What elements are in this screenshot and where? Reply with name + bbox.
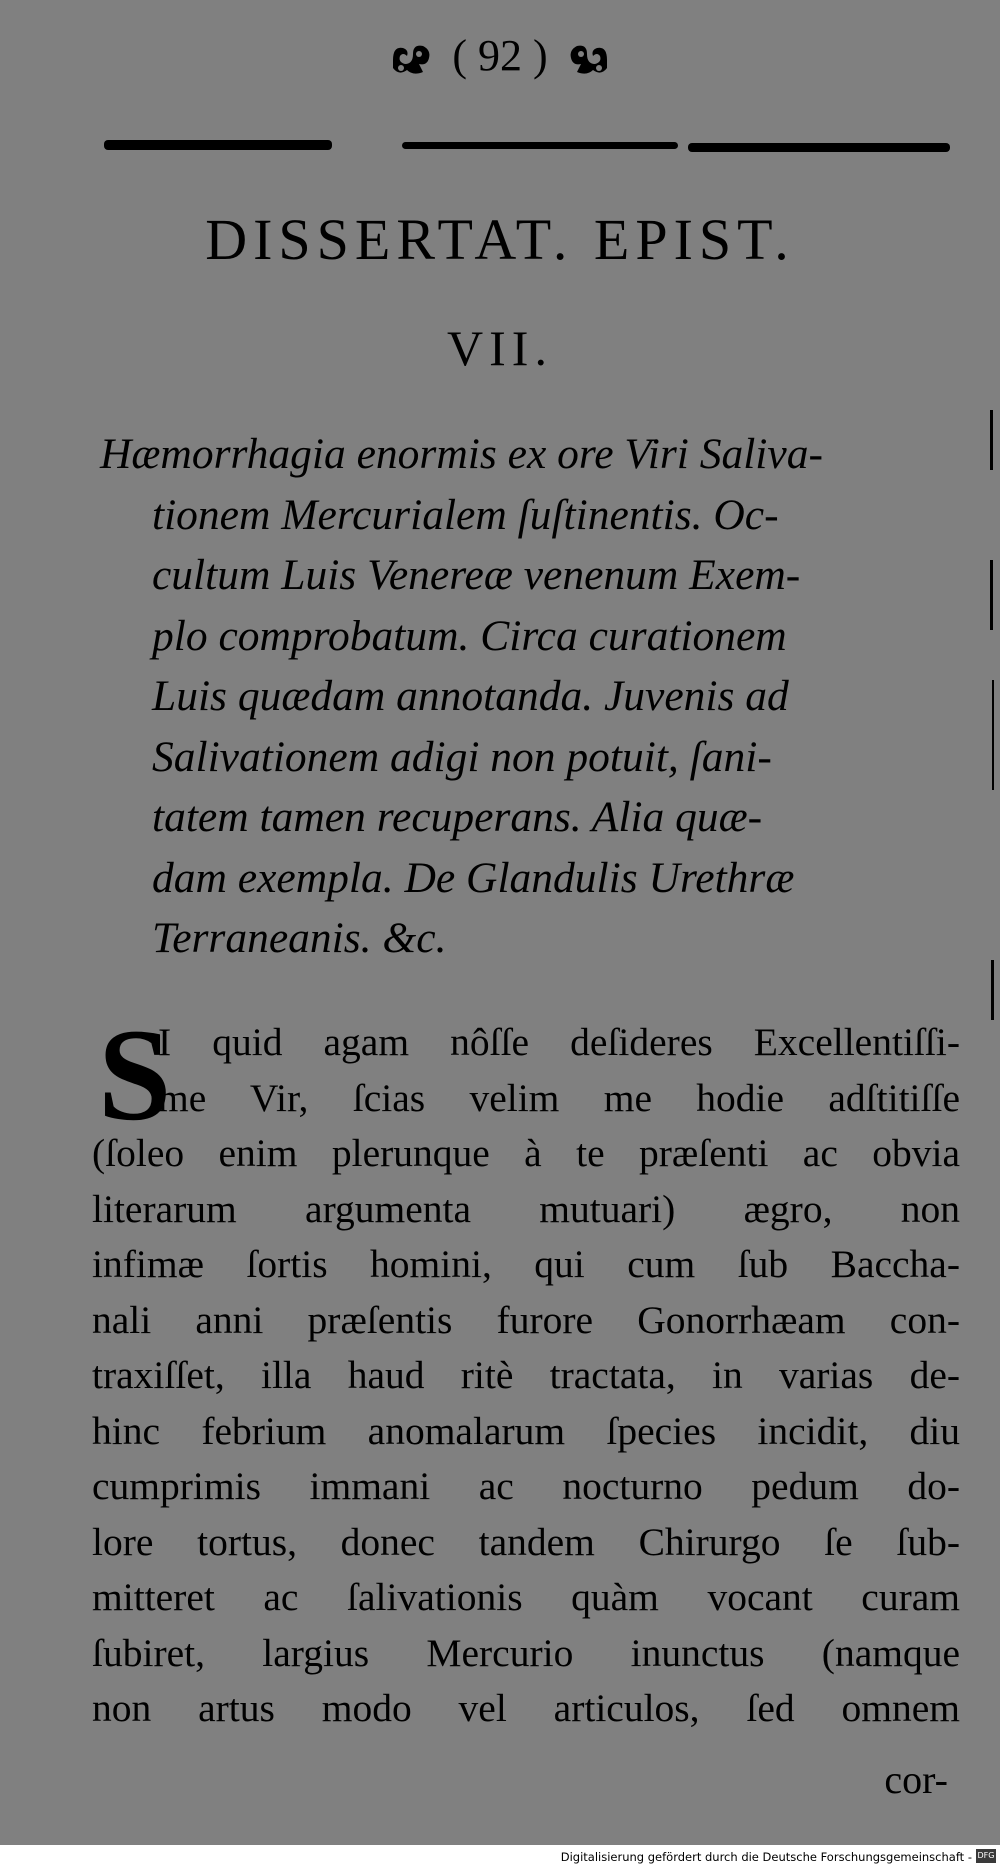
text-line: literarum argumenta mutuari) ægro, non [92, 1186, 960, 1231]
text-line: I quid agam nôſſe deſideres Excellentiſſi- [158, 1020, 960, 1064]
text-line: cumprimis immani ac nocturno pedum do- [92, 1464, 960, 1508]
text-line: infimæ ſortis homini, qui cum ſub Baccha- [92, 1242, 960, 1286]
summary-line: plo comprobatum. Circa curationem [152, 611, 787, 660]
catchword: cor- [884, 1757, 948, 1802]
digitization-footer [0, 1845, 1000, 1867]
page-edge-mark [990, 410, 993, 470]
page-edge-mark [990, 560, 993, 630]
summary-line: dam exempla. De Glandulis Urethræ [152, 853, 795, 902]
text-line: hinc febrium anomalarum ſpecies incidit, diu [92, 1408, 960, 1453]
drop-cap: S [98, 1001, 172, 1148]
text-line: ſubiret, largius Mercurio inunctus (namque [92, 1630, 960, 1675]
text-line: non artus modo vel articulos, ſed omnem [92, 1686, 960, 1730]
summary-line: Luis quædam annotanda. Juvenis ad [152, 672, 789, 720]
summary-line: Terraneanis. &c. [152, 914, 447, 962]
summary-line: tatem tamen recuperans. Alia quæ- [152, 793, 763, 841]
body-text [92, 1015, 960, 1737]
footer-credit: Digitalisierung gefördert durch die Deutsche Forschungsgemeinschaft - [560, 1850, 972, 1864]
section-title: DISSERTAT. EPIST. [205, 207, 795, 272]
text-line: traxiſſet, illa haud ritè tractata, in varias de- [92, 1353, 960, 1397]
page-number: ( 92 ) [452, 31, 548, 80]
page-edge-mark [992, 680, 994, 790]
summary-line: Hæmorrhagia enormis ex ore Viri Saliva- [100, 430, 823, 478]
header-rule-segment [104, 140, 332, 150]
summary-line: Salivationem adigi non potuit, ſani- [152, 732, 772, 781]
page-edge-mark [991, 960, 994, 1020]
dfg-logo-icon: DFG [976, 1849, 996, 1863]
summary-line: cultum Luis Venereæ venenum Exem- [152, 551, 801, 599]
text-line: lore tortus, donec tandem Chirurgo ſe ſub- [92, 1519, 960, 1564]
text-line: me Vir, ſcias velim me hodie adſtitiſſe [158, 1075, 960, 1120]
header-rule-segment [688, 143, 950, 152]
text-line: nali anni præſentis furore Gonorrhæam con- [92, 1297, 960, 1342]
summary-line: tionem Mercurialem ſuſtinentis. Oc- [152, 490, 779, 539]
chapter-summary [100, 424, 960, 969]
chapter-number: VII. [447, 320, 553, 376]
fleuron-right-icon [567, 42, 611, 78]
fleuron-left-icon [389, 42, 433, 78]
text-line: (ſoleo enim plerunque à te præſenti ac obvia [92, 1131, 960, 1175]
page-header [0, 28, 1000, 84]
text-line: mitteret ac ſalivationis quàm vocant curam [92, 1575, 960, 1619]
header-rule-segment [402, 142, 678, 149]
